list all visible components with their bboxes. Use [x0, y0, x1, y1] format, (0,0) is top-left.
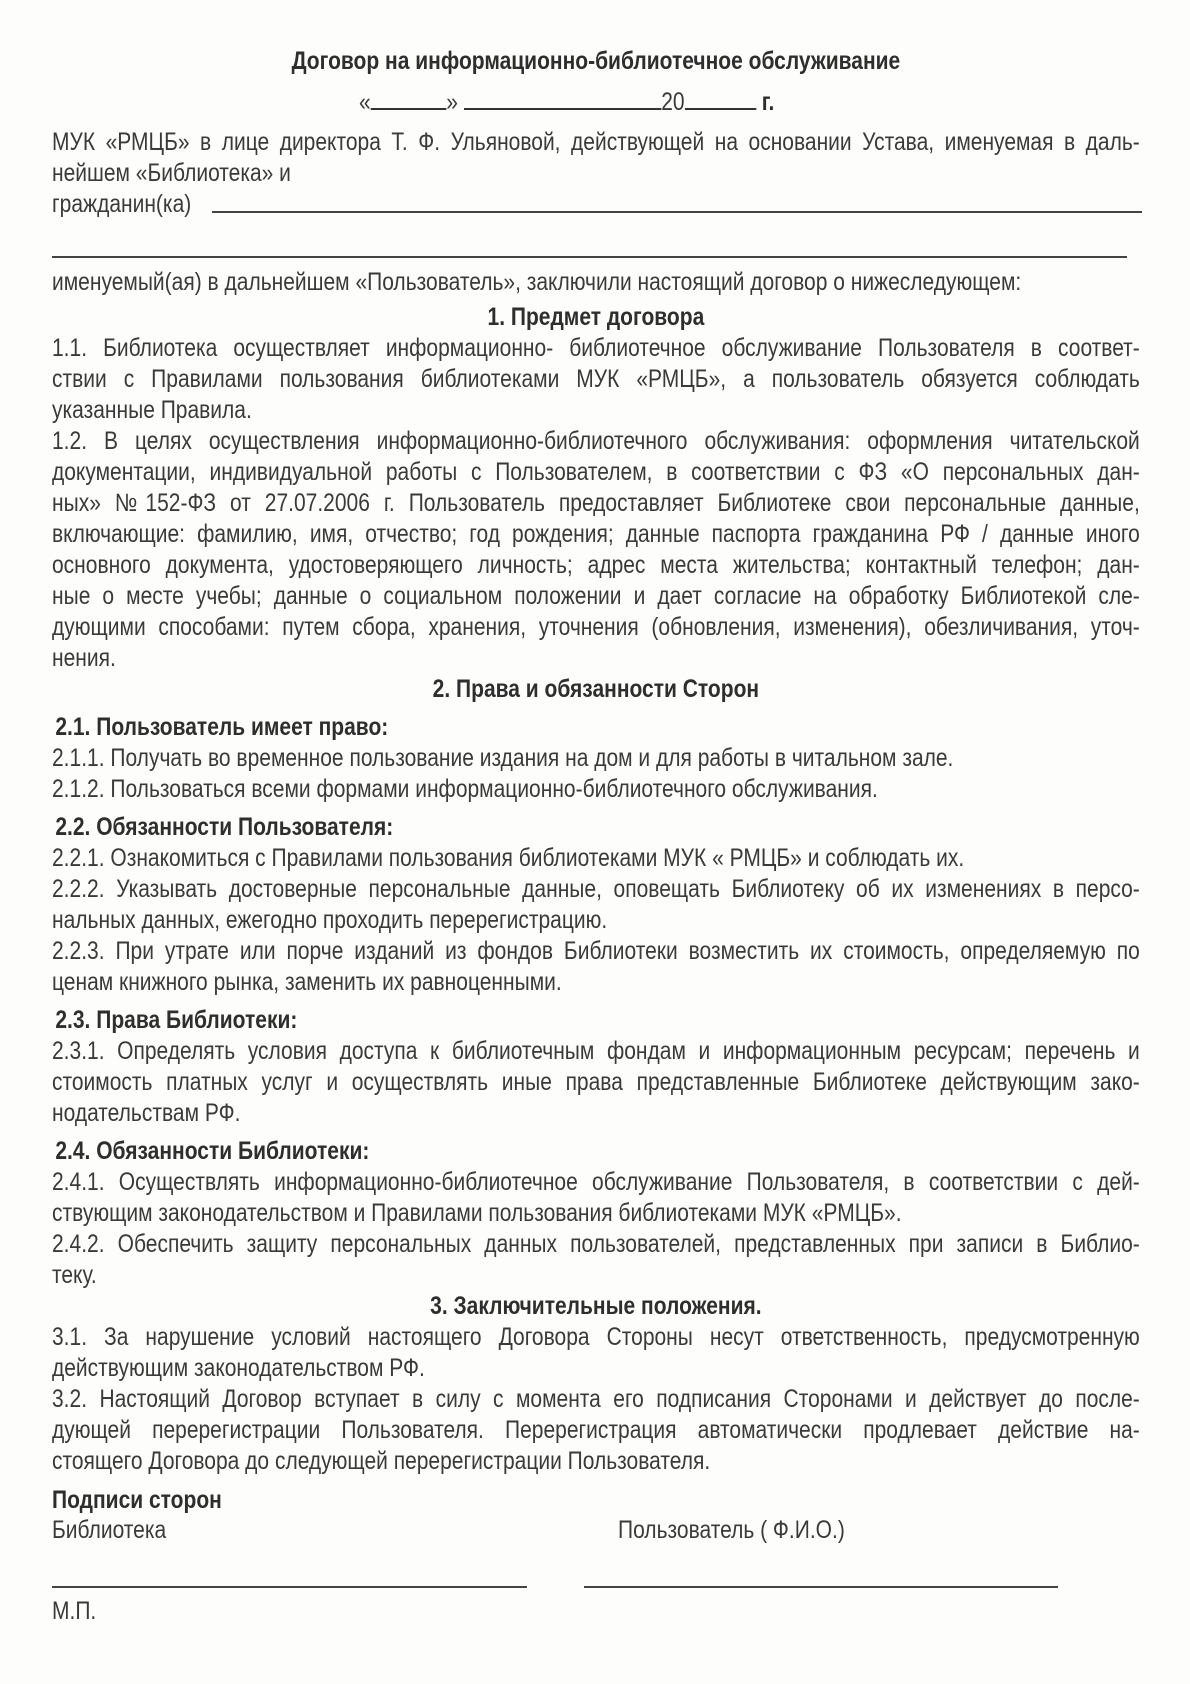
text-line: 2.3.1. Определять условия доступа к библиотечным фондам и информационным ресурсам; перечень и	[52, 1037, 1140, 1065]
named-user-line	[52, 267, 1140, 298]
clause-2-1-1	[52, 743, 1140, 774]
text-line: МУК «РМЦБ» в лице директора Т. Ф. Ульяновой, действующей на основании Устава, именуемая в даль-	[52, 128, 1140, 156]
citizen-label-text: гражданин(ка)	[52, 190, 192, 218]
text-line: 2.1.2. Пользоваться всеми формами информационно-библиотечного обслуживания.	[52, 775, 878, 803]
clause-2-4-2	[52, 1229, 1140, 1291]
text-line: документации, индивидуальной работы с Пользователем, в соответствии с ФЗ «О персональных дан-	[52, 458, 1140, 486]
clause-2-3-1	[52, 1036, 1140, 1129]
clause-2-2-1	[52, 843, 1140, 874]
clause-1-1	[52, 333, 1140, 426]
text-line: дующей перерегистрации Пользователя. Перерегистрация автоматически продлевает действие на-	[52, 1416, 1140, 1444]
text-line: указанные Правила.	[52, 396, 252, 424]
text-line: ствии с Правилами пользования библиотеками МУК «РМЦБ», а пользователь обязуется соблюдать	[52, 365, 1140, 393]
contract-body	[52, 302, 1140, 1477]
clause-1-2	[52, 426, 1140, 674]
stamp-place-label: М.П.	[52, 1597, 97, 1625]
month-blank[interactable]	[464, 86, 661, 110]
year-blank[interactable]	[685, 86, 756, 110]
text-line: 2.4.2. Обеспечить защиту персональных данных пользователей, представленных при записи в Библио-	[52, 1230, 1140, 1258]
day-blank[interactable]	[371, 86, 447, 110]
clause-2-4-1	[52, 1167, 1140, 1229]
citizen-label	[52, 189, 1140, 220]
text-line: стоимость платных услуг и осуществлять иные права представленные Библиотеке действующим зако-	[52, 1068, 1140, 1096]
text-line: 2.4.1. Осуществлять информационно-библиотечное обслуживание Пользователя, в соответствии с дей-	[52, 1168, 1140, 1196]
subsection-2-1-heading: 2.1. Пользователь имеет право:	[55, 713, 389, 741]
section-1-heading: 1. Предмет договора	[487, 303, 705, 331]
citizen-name-field-continued[interactable]	[52, 256, 1127, 258]
text-line: 3.1. За нарушение условий настоящего Договора Стороны несут ответственность, предусмотренную	[52, 1323, 1140, 1351]
text-line: ные о месте учебы; данные о социальном положении и дает согласие на обработку Библиотекой сле-	[52, 582, 1140, 610]
signatures-heading: Подписи сторон	[52, 1486, 222, 1514]
text-line: нальных данных, ежегодно проходить перерегистрацию.	[52, 906, 608, 934]
clause-3-2	[52, 1384, 1140, 1477]
section-2-heading: 2. Права и обязанности Сторон	[432, 675, 760, 703]
text-line: 1.2. В целях осуществления информационно-библиотечного обслуживания: оформления читательской	[52, 427, 1140, 455]
text-line: действующим законодательством РФ.	[52, 1354, 425, 1382]
text-line: нодательствам РФ.	[52, 1099, 241, 1127]
text-line: ствующим законодательством и Правилами пользования библиотеками МУК «РМЦБ».	[52, 1199, 902, 1227]
text-line: ценам книжного рынка, заменить их равноценными.	[52, 968, 562, 996]
text-line: 3.2. Настоящий Договор вступает в силу с момента его подписания Сторонами и действует до после-	[52, 1385, 1140, 1413]
text-line: 2.1.1. Получать во временное пользование издания на дом и для работы в читальном зале.	[52, 744, 954, 772]
date-open-quote: «	[359, 88, 371, 116]
section-3-heading: 3. Заключительные положения.	[430, 1292, 762, 1320]
year-suffix: г.	[761, 88, 775, 116]
text-line: ных» №152-ФЗ от 27.07.2006 г. Пользователь предоставляет Библиотеке свои персональные данные,	[52, 489, 1140, 517]
text-line: нейшем «Библиотека» и	[52, 159, 291, 187]
named-user-text: именуемый(ая) в дальнейшем «Пользователь», заключили настоящий договор о нижеследующем:	[52, 268, 1022, 296]
text-line: 2.2.2. Указывать достоверные персональные данные, оповещать Библиотеку об их изменениях в персо-	[52, 875, 1140, 903]
text-line: 1.1. Библиотека осуществляет информационно- библиотечное обслуживание Пользователя в соответ-	[52, 334, 1140, 362]
text-line: нения.	[52, 644, 116, 672]
clause-2-1-2	[52, 774, 1140, 805]
subsection-2-4-heading: 2.4. Обязанности Библиотеки:	[55, 1137, 370, 1165]
text-line: 2.2.3. При утрате или порче изданий из фондов Библиотеки возместить их стоимость, определяемую по	[52, 937, 1140, 965]
contract-date	[359, 86, 829, 118]
text-line: включающие: фамилию, имя, отчество; год рождения; данные паспорта гражданина РФ / данные иного	[52, 520, 1140, 548]
year-prefix: 20	[661, 88, 685, 116]
clause-2-2-2	[52, 874, 1140, 936]
intro-paragraph	[52, 127, 1140, 189]
subsection-2-3-heading: 2.3. Права Библиотеки:	[55, 1006, 298, 1034]
user-signature-label: Пользователь ( Ф.И.О.)	[618, 1516, 845, 1544]
document-title: Договор на информационно-библиотечное обслуживание	[291, 47, 901, 75]
subsection-2-2-heading: 2.2. Обязанности Пользователя:	[55, 813, 394, 841]
library-signature-field[interactable]	[52, 1586, 527, 1588]
date-close-quote: »	[446, 88, 458, 116]
text-line: дующими способами: путем сбора, хранения, уточнения (обновления, изменения), обезличивания, уточ-	[52, 613, 1140, 641]
clause-2-2-3	[52, 936, 1140, 998]
library-signature-label: Библиотека	[52, 1516, 167, 1544]
citizen-name-field[interactable]	[212, 211, 1142, 213]
user-signature-field[interactable]	[584, 1586, 1058, 1588]
clause-3-1	[52, 1322, 1140, 1384]
text-line: стоящего Договора до следующей перерегистрации Пользователя.	[52, 1447, 711, 1475]
text-line: теку.	[52, 1261, 97, 1289]
text-line: основного документа, удостоверяющего личность; адрес места жительства; контактный телефон; дан-	[52, 551, 1140, 579]
text-line: 2.2.1. Ознакомиться с Правилами пользования библиотеками МУК « РМЦБ» и соблюдать их.	[52, 844, 965, 872]
